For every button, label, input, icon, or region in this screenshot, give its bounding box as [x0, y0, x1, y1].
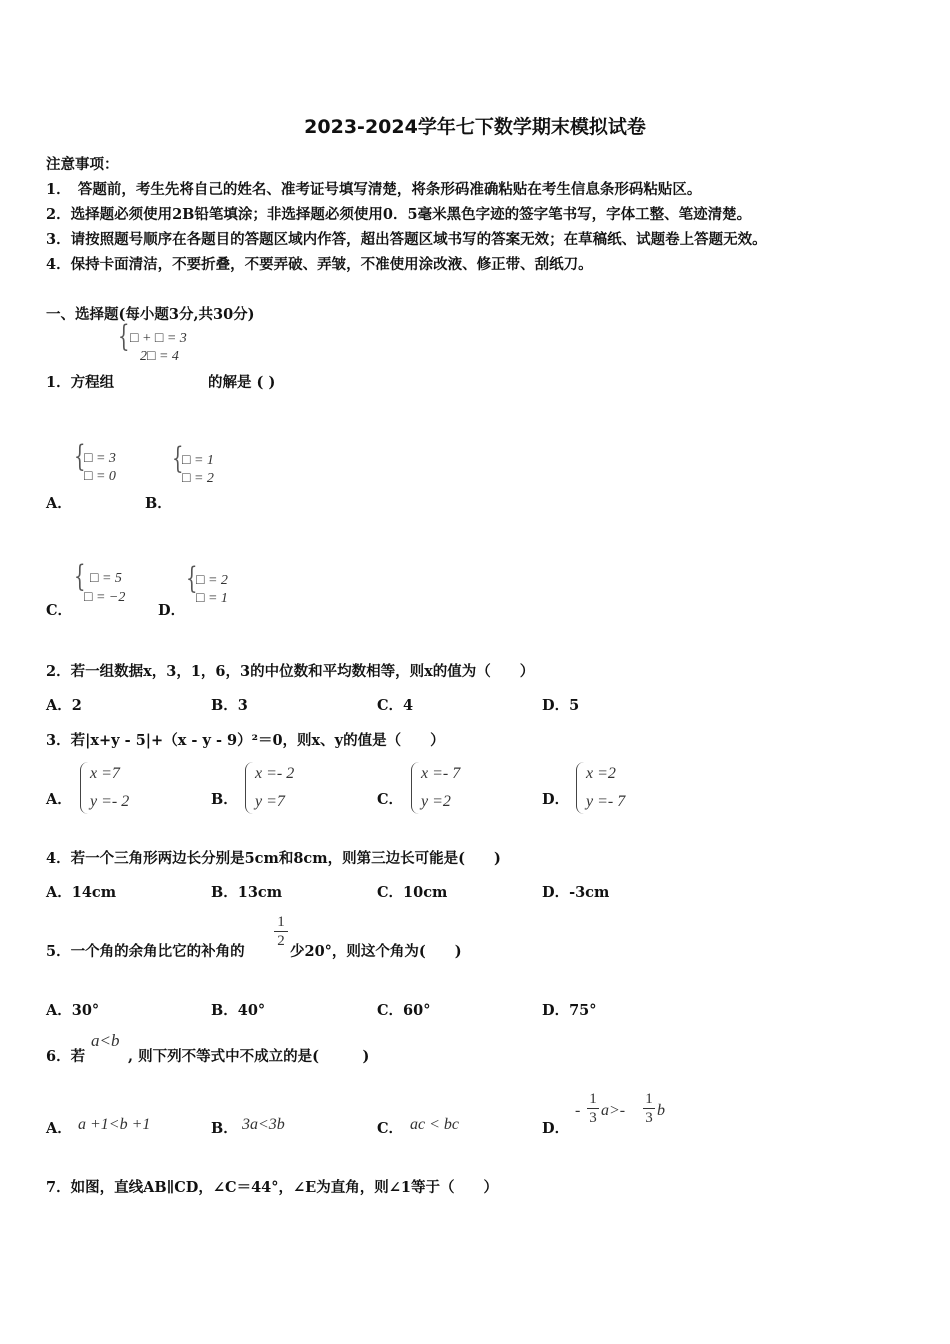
q6-option-d-numerator-2: 1: [645, 1091, 653, 1107]
q3-option-c-row-1: x =- 7: [421, 765, 461, 782]
q6-option-d-label[interactable]: D．: [542, 1120, 570, 1137]
q3-option-a-row-2: y =- 2: [90, 793, 130, 810]
q6-option-b-expr: 3a<3b: [242, 1116, 285, 1133]
q2-option-a[interactable]: A．2: [46, 697, 82, 714]
q3-option-b-row-1: x =- 2: [255, 765, 295, 782]
q5-fraction-numerator: 1: [277, 914, 285, 930]
q5-option-d[interactable]: D．75°: [542, 1002, 597, 1019]
q5-stem-b: 少20°，则这个角为( ): [290, 943, 462, 960]
notice-heading: 注意事项：: [46, 156, 119, 173]
q2-option-d[interactable]: D．5: [542, 697, 580, 714]
q6-stem-a: 6．若: [46, 1048, 86, 1065]
q6-option-d-denominator-2: 3: [645, 1110, 653, 1126]
q3-option-c-row-2: y =2: [421, 793, 451, 810]
q7-stem: 7．如图，直线AB∥CD，∠C＝44°，∠E为直角，则∠1等于（ ）: [46, 1179, 498, 1196]
q3-stem: 3．若|x+y - 5|+（x - y - 9）²＝0，则x、y的值是（ ）: [46, 732, 445, 749]
q6-option-d-post: b: [657, 1102, 665, 1119]
q5-option-a[interactable]: A．30°: [46, 1002, 100, 1019]
q1-option-d-label[interactable]: D．: [158, 602, 186, 619]
q4-option-c[interactable]: C．10cm: [377, 884, 448, 901]
q4-stem: 4．若一个三角形两边长分别是5cm和8cm，则第三边长可能是( ): [46, 850, 501, 867]
q6-stem-b: , 则下列不等式中不成立的是( ): [128, 1048, 370, 1065]
q1-option-a-row-1: □ = 3: [84, 451, 116, 466]
q1-option-c-row-1: □ = 5: [90, 571, 122, 586]
q6-option-d-minus: -: [575, 1102, 581, 1119]
q3-option-d-row-1: x =2: [586, 765, 616, 782]
q3-option-a-label[interactable]: A．: [46, 791, 72, 808]
q2-option-c[interactable]: C．4: [377, 697, 414, 714]
q6-option-d-fraction-1: [587, 1091, 599, 1126]
q1-option-d-row-1: □ = 2: [196, 573, 228, 588]
notice-item-2: 2．选择题必须使用2B铅笔填涂；非选择题必须使用0．5毫米黑色字迹的签字笔书写，字体工整、笔迹清楚。: [46, 206, 752, 223]
q3-option-b-label[interactable]: B．: [211, 791, 238, 808]
section-heading: 一、选择题(每小题3分,共30分): [46, 306, 255, 323]
q1-option-c-row-2: □ = −2: [84, 590, 126, 605]
page-title: 2023-2024学年七下数学期末模拟试卷: [304, 116, 646, 138]
notice-item-3: 3．请按照题号顺序在各题目的答题区域内作答，超出答题区域书写的答案无效；在草稿纸、试题卷上答题无效。: [46, 231, 767, 248]
q6-condition: a<b: [91, 1031, 120, 1050]
q1-option-d-row-2: □ = 1: [196, 591, 228, 606]
q6-option-b-label[interactable]: B．: [211, 1120, 238, 1137]
q2-stem: 2．若一组数据x，3，1，6，3的中位数和平均数相等，则x的值为（ ）: [46, 663, 535, 680]
q6-option-d-mid: a>-: [601, 1102, 626, 1119]
q6-option-d-fraction-2: [643, 1091, 655, 1126]
q1-option-b-row-2: □ = 2: [182, 471, 214, 486]
q6-option-d-denominator-1: 3: [589, 1110, 597, 1126]
notice-item-4: 4．保持卡面清洁，不要折叠，不要弄破、弄皱，不准使用涂改液、修正带、刮纸刀。: [46, 256, 593, 273]
q1-option-c-label[interactable]: C．: [46, 602, 73, 619]
q5-fraction-denominator: 2: [277, 933, 285, 949]
q4-option-b[interactable]: B．13cm: [211, 884, 283, 901]
q3-option-c-label[interactable]: C．: [377, 791, 404, 808]
q3-option-d-row-2: y =- 7: [586, 793, 626, 810]
q6-option-a-expr: a +1<b +1: [78, 1116, 151, 1133]
q1-stem-b: 的解是 ( ): [208, 374, 276, 391]
q3-option-d-label[interactable]: D．: [542, 791, 570, 808]
q5-stem-a: 5．一个角的余角比它的补角的: [46, 943, 245, 960]
q5-option-c[interactable]: C．60°: [377, 1002, 431, 1019]
q1-option-a-row-2: □ = 0: [84, 469, 116, 484]
q2-option-b[interactable]: B．3: [211, 697, 248, 714]
q5-fraction: [274, 914, 288, 949]
q1-system-row-2: 2□ = 4: [140, 349, 179, 364]
q5-option-b[interactable]: B．40°: [211, 1002, 266, 1019]
notice-item-1: 1． 答题前，考生先将自己的姓名、准考证号填写清楚，将条形码准确粘贴在考生信息条形码粘贴区。: [46, 181, 702, 198]
q6-option-c-expr: ac < bc: [410, 1116, 459, 1133]
q4-option-d[interactable]: D．-3cm: [542, 884, 610, 901]
q1-system-row-1: □ + □ = 3: [130, 331, 187, 346]
q1-option-b-row-1: □ = 1: [182, 453, 214, 468]
q6-option-d-numerator-1: 1: [589, 1091, 597, 1107]
q1-option-a-label[interactable]: A．: [46, 495, 72, 512]
q1-stem-a: 1．方程组: [46, 374, 115, 391]
q1-option-b-label[interactable]: B．: [145, 495, 172, 512]
q6-option-a-label[interactable]: A．: [46, 1120, 72, 1137]
q6-option-c-label[interactable]: C．: [377, 1120, 404, 1137]
q3-option-b-row-2: y =7: [255, 793, 285, 810]
q4-option-a[interactable]: A．14cm: [46, 884, 117, 901]
q3-option-a-row-1: x =7: [90, 765, 120, 782]
